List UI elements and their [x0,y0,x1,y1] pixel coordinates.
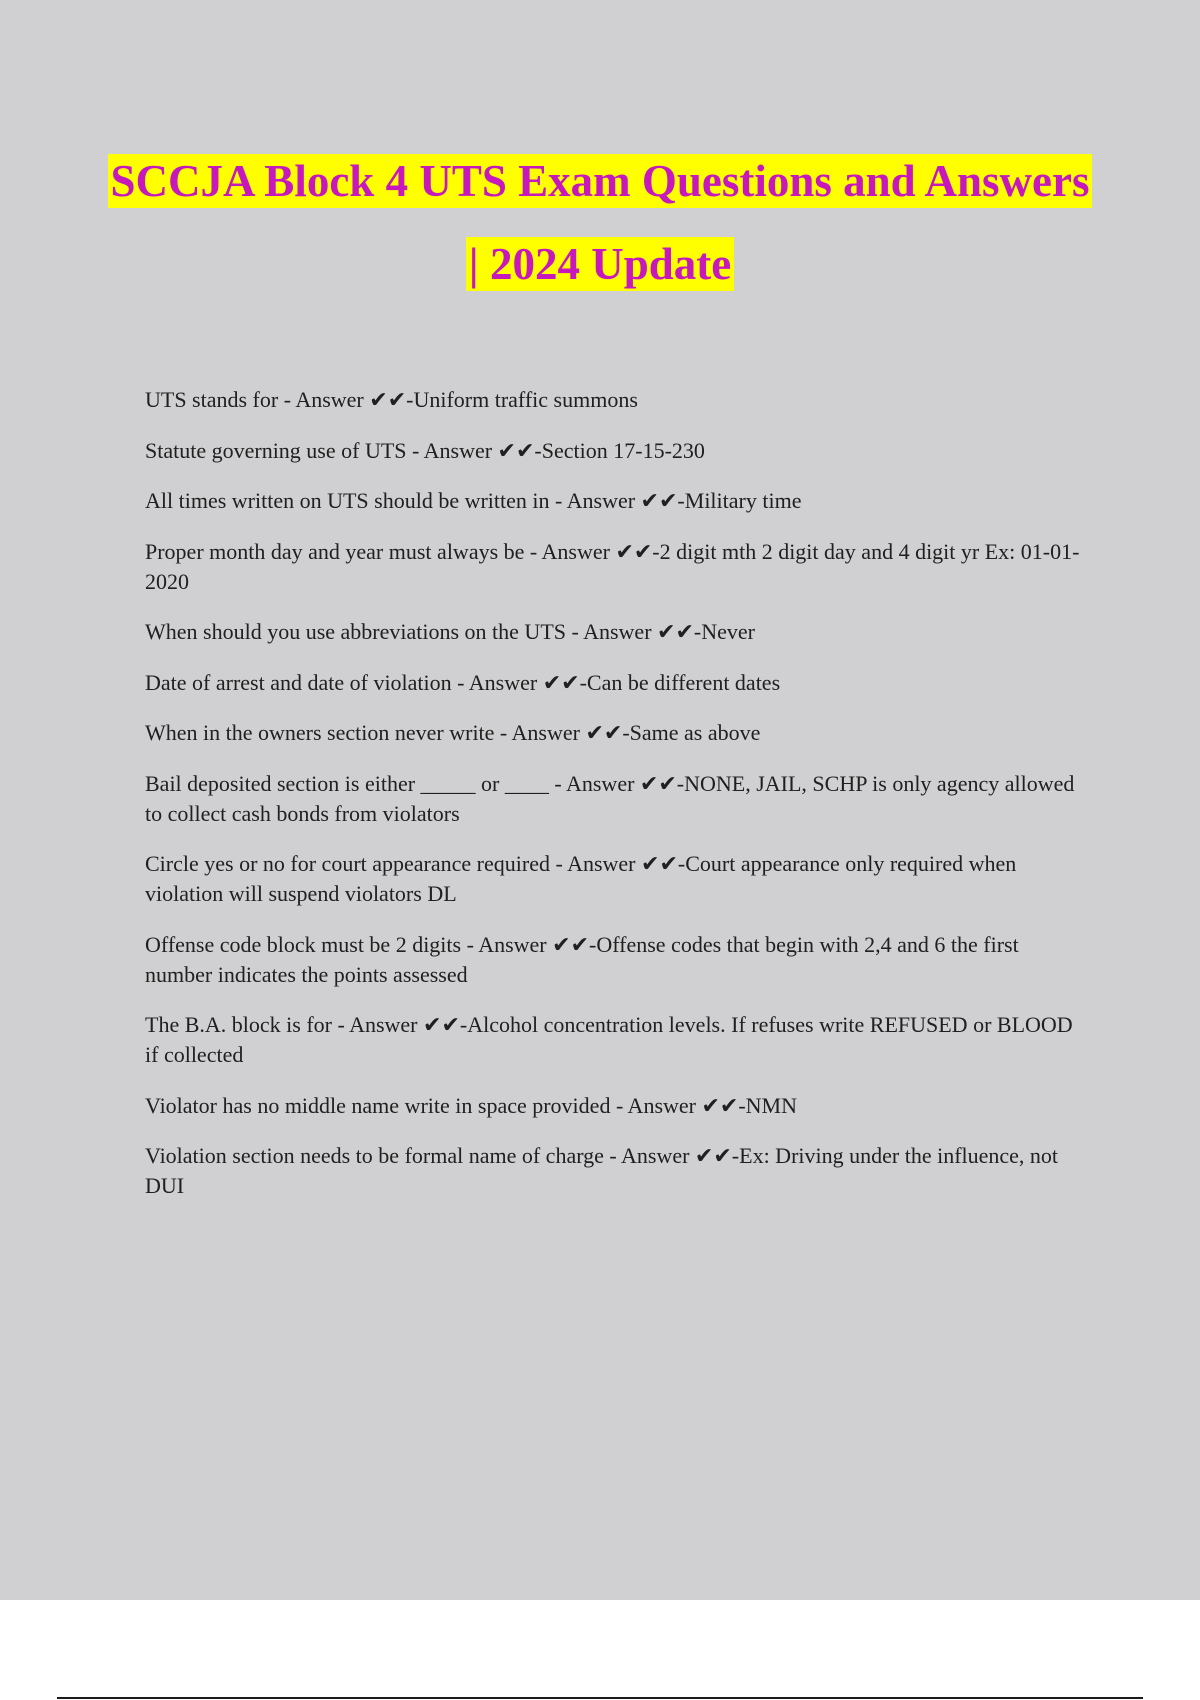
qa-item: Circle yes or no for court appearance required - Answer ✔✔-Court appearance only required when violation will suspend violators DL [145,851,1017,906]
qa-item: Offense code block must be 2 digits - Answer ✔✔-Offense codes that begin with 2,4 and 6 the first number indicates the points assessed [145,931,1019,987]
qa-item: When should you use abbreviations on the UTS - Answer ✔✔-Never [145,619,755,644]
qa-item: All times written on UTS should be written in - Answer ✔✔-Military time [145,488,802,513]
qa-item: Statute governing use of UTS - Answer ✔✔-Section 17-15-230 [145,437,705,463]
qa-item: The B.A. block is for - Answer ✔✔-Alcohol concentration levels. If refuses write REFUSED or BLOOD if collected [145,1012,1073,1067]
qa-item: Bail deposited section is either _____ or ____ - Answer ✔✔-NONE, JAIL, SCHP is only agency allowed to collect cash bonds from violators [145,770,1075,826]
qa-item: Violator has no middle name write in space provided - Answer ✔✔-NMN [145,1092,798,1118]
qa-item: Date of arrest and date of violation - Answer ✔✔-Can be different dates [145,669,781,695]
qa-item: Violation section needs to be formal name of charge - Answer ✔✔-Ex: Driving under the influence, not DUI [145,1143,1059,1198]
qa-item: Proper month day and year must always be - Answer ✔✔-2 digit mth 2 digit day and 4 digit yr Ex: 01-01-2020 [145,538,1080,594]
document-title: SCCJA Block 4 UTS Exam Questions and Answers | 2024 Update [108,154,1093,291]
page-divider [57,1697,1143,1699]
qa-item: UTS stands for - Answer ✔✔-Uniform traffic summons [145,387,638,412]
qa-item: When in the owners section never write - Answer ✔✔-Same as above [145,720,761,745]
title-block [100,140,1100,306]
qa-list [145,385,1090,1222]
